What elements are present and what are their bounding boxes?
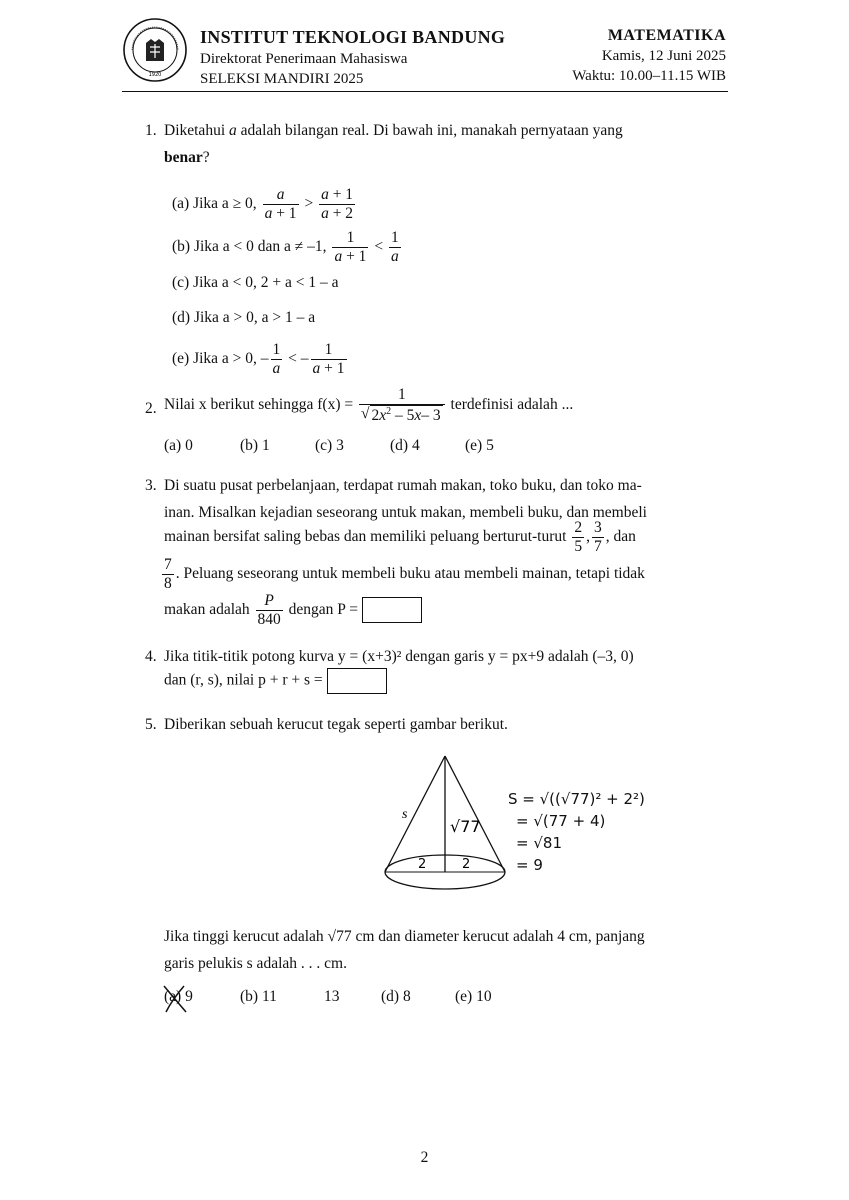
q1-option-e: (e) Jika a > 0, – $\frac{1}{a}$ < – $\frac{1}{a + 1}$ — [172, 341, 345, 377]
answer-cross-mark — [160, 982, 190, 1016]
q5-number: 5. — [145, 716, 157, 733]
page-number: 2 — [420, 1149, 429, 1166]
q1-stem: Diketahui a adalah bilangan real. Di bawah ini, manakah pernyataan yang — [164, 122, 623, 139]
q1-stem-cont: benar? — [164, 149, 210, 166]
q3-line4: $\frac{7}{8}$ . Peluang seseorang untuk membeli buku atau membeli mainan, tetapi tidak — [164, 556, 645, 592]
header-rule — [122, 91, 728, 92]
q2-stem: Nilai x berikut sehingga f(x) = 1 √ $2x^2 - 5x-$ 3 terdefinisi adalah ... — [164, 386, 574, 424]
q2-option-c: (c) 3 — [315, 437, 344, 454]
directorate-name: Direktorat Penerimaan Mahasiswa — [200, 51, 408, 67]
q5-options — [164, 988, 492, 1006]
solution-line: S = √((√77)² + 2²) — [508, 790, 645, 808]
q1-option-b: (b) Jika a < 0 dan a ≠ –1, $\frac{1}{a + 1}$ < $\frac{1}{a}$ — [172, 229, 399, 265]
q2-options — [164, 437, 494, 455]
q2-option-d: (d) 4 — [390, 437, 420, 454]
itb-seal-logo — [122, 17, 188, 83]
q5-line2: garis pelukis s adalah . . . cm. — [164, 955, 347, 972]
height-label: √77 — [450, 817, 481, 836]
q3-line2: inan. Misalkan kejadian seseorang untuk makan, membeli buku, dan membeli — [164, 504, 647, 521]
q2-option-e: (e) 5 — [465, 437, 494, 454]
solution-line: = 9 — [516, 856, 543, 874]
institution-name: INSTITUT TEKNOLOGI BANDUNG — [200, 27, 506, 47]
q2-option-b: (b) 1 — [240, 437, 270, 454]
q1-option-a: (a) Jika a ≥ 0, $\frac{a}{a + 1}$ > $\frac{a + 1}{a + 2}$ — [172, 186, 354, 222]
q1-option-d: (d) Jika a > 0, a > 1 – a — [172, 309, 316, 326]
q5-option-c: 13 — [324, 988, 340, 1005]
slant-label: s — [402, 807, 408, 822]
handwritten-solution — [508, 788, 645, 876]
q1-number: 1. — [145, 122, 157, 139]
q4-line1: Jika titik-titik potong kurva y = (x+3)² dengan garis y = px+9 adalah (–3, 0) — [164, 648, 634, 665]
q1-option-c: (c) Jika a < 0, 2 + a < 1 – a — [172, 274, 339, 291]
q4-answer-box[interactable] — [327, 668, 387, 694]
solution-line: = √81 — [516, 834, 562, 852]
q3-line1: Di suatu pusat perbelanjaan, terdapat rumah makan, toko buku, dan toko ma- — [164, 477, 642, 494]
q5-line1: Jika tinggi kerucut adalah √77 cm dan diameter kerucut adalah 4 cm, panjang — [164, 928, 645, 945]
cone-figure — [380, 750, 510, 895]
program-name: SELEKSI MANDIRI 2025 — [200, 71, 364, 87]
solution-line: = √(77 + 4) — [516, 812, 606, 830]
q3-line5: makan adalah $\frac{P}{840}$ dengan P = — [164, 592, 422, 629]
svg-text:1920: 1920 — [148, 72, 162, 78]
q5-option-b: (b) 11 — [240, 988, 277, 1005]
exam-date: Kamis, 12 Juni 2025 — [601, 48, 726, 64]
q3-answer-box[interactable] — [362, 597, 422, 623]
q3-number: 3. — [145, 477, 157, 494]
subject-title: MATEMATIKA — [607, 27, 726, 44]
q2-option-a: (a) 0 — [164, 437, 193, 454]
q4-number: 4. — [145, 648, 157, 665]
q2-number: 2. — [145, 400, 157, 417]
q5-option-d: (d) 8 — [381, 988, 411, 1005]
exam-time: Waktu: 10.00–11.15 WIB — [572, 68, 726, 84]
q5-option-a: (a) 9 — [164, 988, 193, 1005]
q3-line3: mainan bersifat saling bebas dan memiliki peluang berturut-turut $\frac{2}{5}$ , $\frac{3}{7}$ , dan — [164, 519, 636, 555]
radius-left-label: 2 — [418, 857, 427, 872]
q5-option-e: (e) 10 — [455, 988, 492, 1005]
q4-line2: dan (r, s), nilai p + r + s = — [164, 668, 387, 694]
q5-stem: Diberikan sebuah kerucut tegak seperti gambar berikut. — [164, 716, 508, 733]
radius-right-label: 2 — [462, 857, 471, 872]
